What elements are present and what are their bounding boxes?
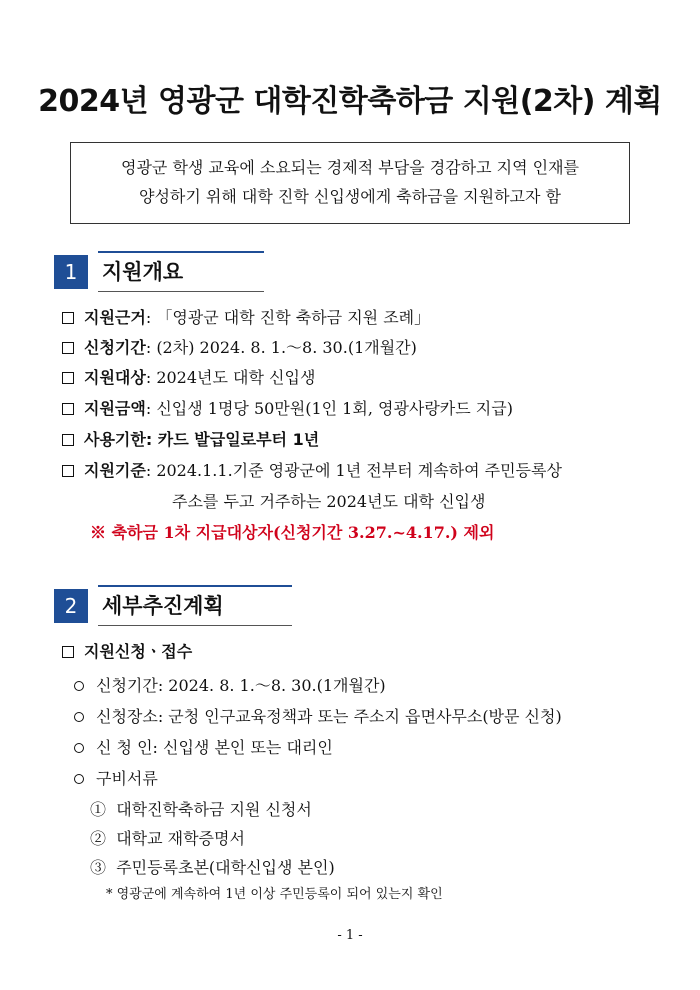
section-1-bottom-rule — [98, 291, 264, 292]
document-item: ② 대학교 재학증명서 — [90, 829, 245, 848]
circle-bullet-icon — [74, 712, 84, 722]
checkbox-square-icon — [62, 434, 74, 446]
checkbox-square-icon — [62, 342, 74, 354]
overview-item: 사용기한: 카드 발급일로부터 1년 — [62, 430, 319, 450]
application-item: 신 청 인: 신입생 본인 또는 대리인 — [74, 738, 333, 758]
checkbox-square-icon — [62, 465, 74, 477]
verification-note: * 영광군에 계속하여 1년 이상 주민등록이 되어 있는지 확인 — [106, 887, 443, 902]
section-2-top-rule — [98, 585, 292, 587]
document-item: ③ 주민등록초본(대학신입생 본인) — [90, 858, 335, 877]
application-item: 구비서류 — [74, 769, 158, 789]
checkbox-square-icon — [62, 646, 74, 658]
overview-item: 신청기간: (2차) 2024. 8. 1.～8. 30.(1개월간) — [62, 338, 417, 358]
section-1-top-rule — [98, 251, 264, 253]
summary-line-2: 양성하기 위해 대학 진학 신입생에게 축하금을 지원하고자 함 — [138, 187, 561, 206]
circle-bullet-icon — [74, 681, 84, 691]
overview-item: 지원금액: 신입생 1명당 50만원(1인 1회, 영광사랑카드 지급) — [62, 399, 513, 419]
checkbox-square-icon — [62, 372, 74, 384]
page-number: - 1 - — [337, 928, 363, 943]
circle-bullet-icon — [74, 774, 84, 784]
summary-line-1: 영광군 학생 교육에 소요되는 경제적 부담을 경감하고 지역 인재를 — [120, 158, 579, 177]
overview-item: 지원대상: 2024년도 대학 신입생 — [62, 368, 315, 388]
application-item: 신청기간: 2024. 8. 1.～8. 30.(1개월간) — [74, 676, 386, 696]
section-2-bottom-rule — [98, 625, 292, 626]
page-title: 2024년 영광군 대학진학축하금 지원(2차) 계획 — [38, 84, 662, 119]
exclusion-notice: ※ 축하금 1차 지급대상자(신청기간 3.27.~4.17.) 제외 — [90, 523, 495, 542]
application-item: 신청장소: 군청 인구교육정책과 또는 주소지 읍면사무소(방문 신청) — [74, 707, 562, 727]
section-1-number: 1 — [54, 255, 88, 289]
checkbox-square-icon — [62, 403, 74, 415]
overview-item: 지원근거: 「영광군 대학 진학 축하금 지원 조례」 — [62, 308, 430, 328]
overview-item-continuation: 주소를 두고 거주하는 2024년도 대학 신입생 — [172, 492, 486, 511]
section-1-title: 지원개요 — [102, 260, 184, 284]
circle-bullet-icon — [74, 743, 84, 753]
checkbox-square-icon — [62, 312, 74, 324]
application-heading: 지원신청ㆍ접수 — [62, 642, 192, 662]
section-2-title: 세부추진계획 — [102, 594, 224, 618]
document-item: ① 대학진학축하금 지원 신청서 — [90, 800, 312, 819]
section-2-number: 2 — [54, 589, 88, 623]
overview-item: 지원기준: 2024.1.1.기준 영광군에 1년 전부터 계속하여 주민등록상 — [62, 461, 562, 481]
summary-box — [70, 142, 630, 224]
